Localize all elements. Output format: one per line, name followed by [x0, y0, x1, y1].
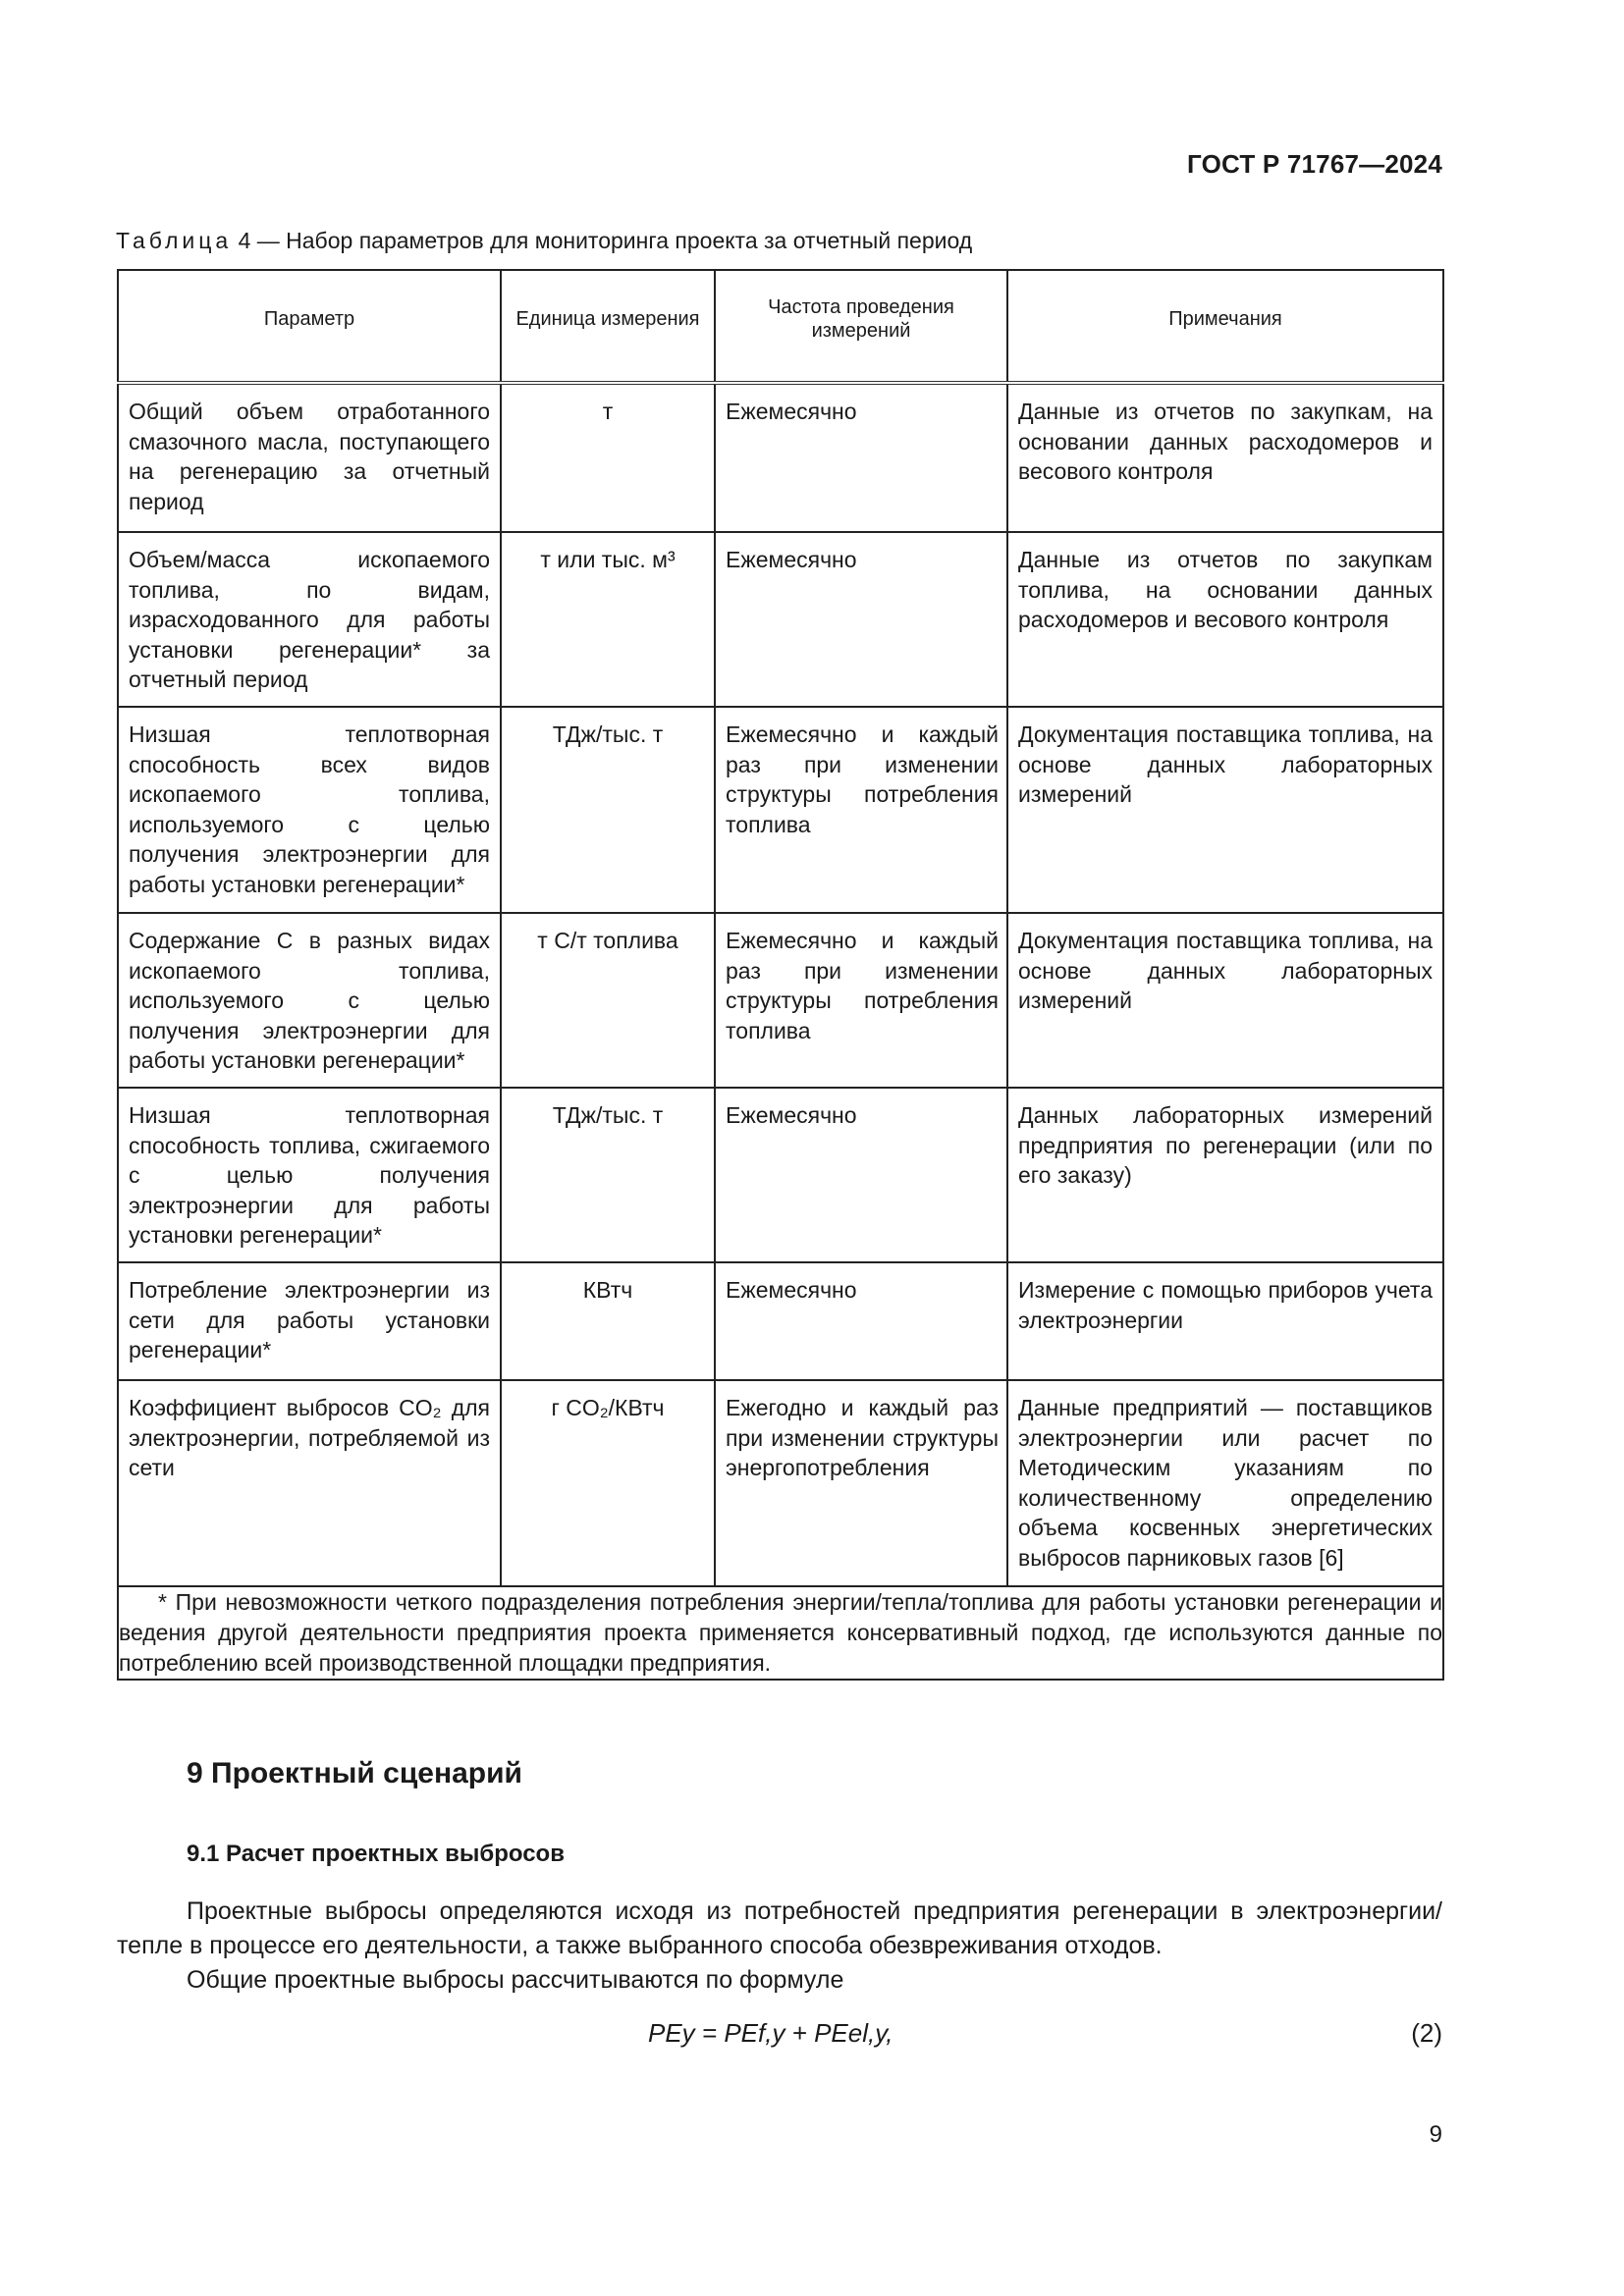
cell-parameter — [118, 532, 501, 707]
cell-unit-text: т С/т топлива — [537, 928, 678, 953]
cell-frequency — [715, 1088, 1007, 1262]
cell-parameter — [118, 913, 501, 1088]
cell-unit — [501, 1380, 715, 1586]
cell-frequency — [715, 383, 1007, 532]
cell-parameter-text: Содержание C в разных видах ископаемого топлива, используемого с целью получения электроэнергии для работы установки регенерации* — [129, 928, 490, 1073]
body-paragraph: Общие проектные выбросы рассчитываются по формуле — [187, 1966, 844, 1994]
table-footnote-cell — [118, 1586, 1443, 1680]
cell-unit-text: ТДж/тыс. т — [552, 721, 664, 747]
cell-parameter-text: Объем/масса ископаемого топлива, по видам, израсходованного для работы установки регенерации* за отчетный период — [129, 547, 490, 692]
cell-parameter-text: Общий объем отработанного смазочного масла, поступающего на регенерацию за отчетный период — [129, 399, 490, 514]
header-notes: Примечания — [1007, 270, 1443, 383]
table-caption-prefix: Таблица — [116, 228, 233, 253]
cell-unit — [501, 707, 715, 913]
cell-parameter — [118, 707, 501, 913]
table-caption — [116, 228, 972, 254]
cell-frequency-text: Ежемесячно — [726, 1277, 857, 1303]
table-row — [118, 383, 1443, 532]
cell-frequency — [715, 532, 1007, 707]
table-footnote: * При невозможности четкого подразделения потребления энергии/тепла/топлива для работы установки регенерации и ведения другой деятельности предприятия проекта применяется консервативный подход, где используются данные по потреблению всей производственной площадки предприятия. — [119, 1589, 1442, 1676]
cell-frequency-text: Ежемесячно и каждый раз при изменении структуры потребления топлива — [726, 928, 999, 1043]
cell-parameter — [118, 1262, 501, 1380]
cell-note-text: Данные из отчетов по закупкам топлива, на основании данных расходомеров и весового контроля — [1018, 547, 1433, 632]
table-row — [118, 1088, 1443, 1262]
cell-parameter — [118, 383, 501, 532]
cell-parameter-text: Коэффициент выбросов CO₂ для электроэнергии, потребляемой из сети — [129, 1395, 490, 1480]
cell-frequency-text: Ежемесячно — [726, 547, 857, 572]
cell-frequency — [715, 913, 1007, 1088]
cell-parameter-text: Потребление электроэнергии из сети для работы установки регенерации* — [129, 1277, 490, 1362]
cell-note — [1007, 1380, 1443, 1586]
cell-frequency-text: Ежегодно и каждый раз при изменении структуры энергопотребления — [726, 1395, 999, 1480]
cell-unit-text: т или тыс. м³ — [540, 547, 676, 572]
cell-unit-text: г CO₂/КВтч — [551, 1395, 665, 1420]
cell-note-text: Измерение с помощью приборов учета электроэнергии — [1018, 1277, 1433, 1333]
table-footnote-row — [118, 1586, 1443, 1680]
cell-frequency — [715, 1262, 1007, 1380]
formula-number: (2) — [1411, 2018, 1442, 2048]
cell-frequency — [715, 1380, 1007, 1586]
cell-unit-text: т — [602, 399, 614, 424]
page-number: 9 — [1429, 2121, 1442, 2148]
cell-unit — [501, 1088, 715, 1262]
table-row — [118, 707, 1443, 913]
cell-unit — [501, 913, 715, 1088]
cell-unit — [501, 1262, 715, 1380]
cell-frequency-text: Ежемесячно — [726, 1102, 857, 1128]
cell-note — [1007, 913, 1443, 1088]
table-row — [118, 532, 1443, 707]
header-frequency: Частота проведения измерений — [715, 270, 1007, 383]
cell-frequency-text: Ежемесячно и каждый раз при изменении структуры потребления топлива — [726, 721, 999, 837]
cell-unit-text: КВтч — [582, 1277, 633, 1303]
cell-note — [1007, 383, 1443, 532]
monitoring-parameters-table — [117, 269, 1444, 1681]
table-row — [118, 1262, 1443, 1380]
cell-note-text: Данных лабораторных измерений предприятия по регенерации (или по его заказу) — [1018, 1102, 1433, 1188]
cell-unit — [501, 383, 715, 532]
cell-note — [1007, 707, 1443, 913]
cell-parameter-text: Низшая теплотворная способность всех видов ископаемого топлива, используемого с целью получения электроэнергии для работы установки регенерации* — [129, 721, 490, 897]
cell-parameter — [118, 1088, 501, 1262]
table-header-row — [118, 270, 1443, 383]
section-heading: 9 Проектный сценарий — [187, 1757, 522, 1789]
subsection-heading: 9.1 Расчет проектных выбросов — [187, 1841, 565, 1867]
cell-note — [1007, 1262, 1443, 1380]
table-row — [118, 913, 1443, 1088]
formula: PEy = PEf,y + PEel,y, — [648, 2018, 893, 2048]
cell-note-text: Данные предприятий — поставщиков электроэнергии или расчет по Методическим указаниям по количественному определению объема косвенных энергетических выбросов парниковых газов [6] — [1018, 1395, 1433, 1571]
cell-unit-text: ТДж/тыс. т — [552, 1102, 664, 1128]
cell-note — [1007, 532, 1443, 707]
cell-note-text: Документация поставщика топлива, на основе данных лабораторных измерений — [1018, 721, 1433, 807]
body-paragraph: Проектные выбросы определяются исходя из потребностей предприятия регенерации в электроэнергии/тепле в процессе его деятельности, а также выбранного способа обезвреживания отходов. — [117, 1897, 1442, 1959]
cell-note-text: Документация поставщика топлива, на основе данных лабораторных измерений — [1018, 928, 1433, 1013]
header-parameter: Параметр — [118, 270, 501, 383]
table-row — [118, 1380, 1443, 1586]
table-caption-text: 4 — Набор параметров для мониторинга проекта за отчетный период — [232, 228, 973, 253]
cell-unit — [501, 532, 715, 707]
cell-parameter-text: Низшая теплотворная способность топлива, сжигаемого с целью получения электроэнергии для работы установки регенерации* — [129, 1102, 490, 1248]
cell-note-text: Данные из отчетов по закупкам, на основании данных расходомеров и весового контроля — [1018, 399, 1433, 484]
cell-frequency-text: Ежемесячно — [726, 399, 857, 424]
cell-frequency — [715, 707, 1007, 913]
cell-parameter — [118, 1380, 501, 1586]
document-code: ГОСТ Р 71767—2024 — [1187, 149, 1442, 179]
cell-note — [1007, 1088, 1443, 1262]
header-unit: Единица измерения — [501, 270, 715, 383]
